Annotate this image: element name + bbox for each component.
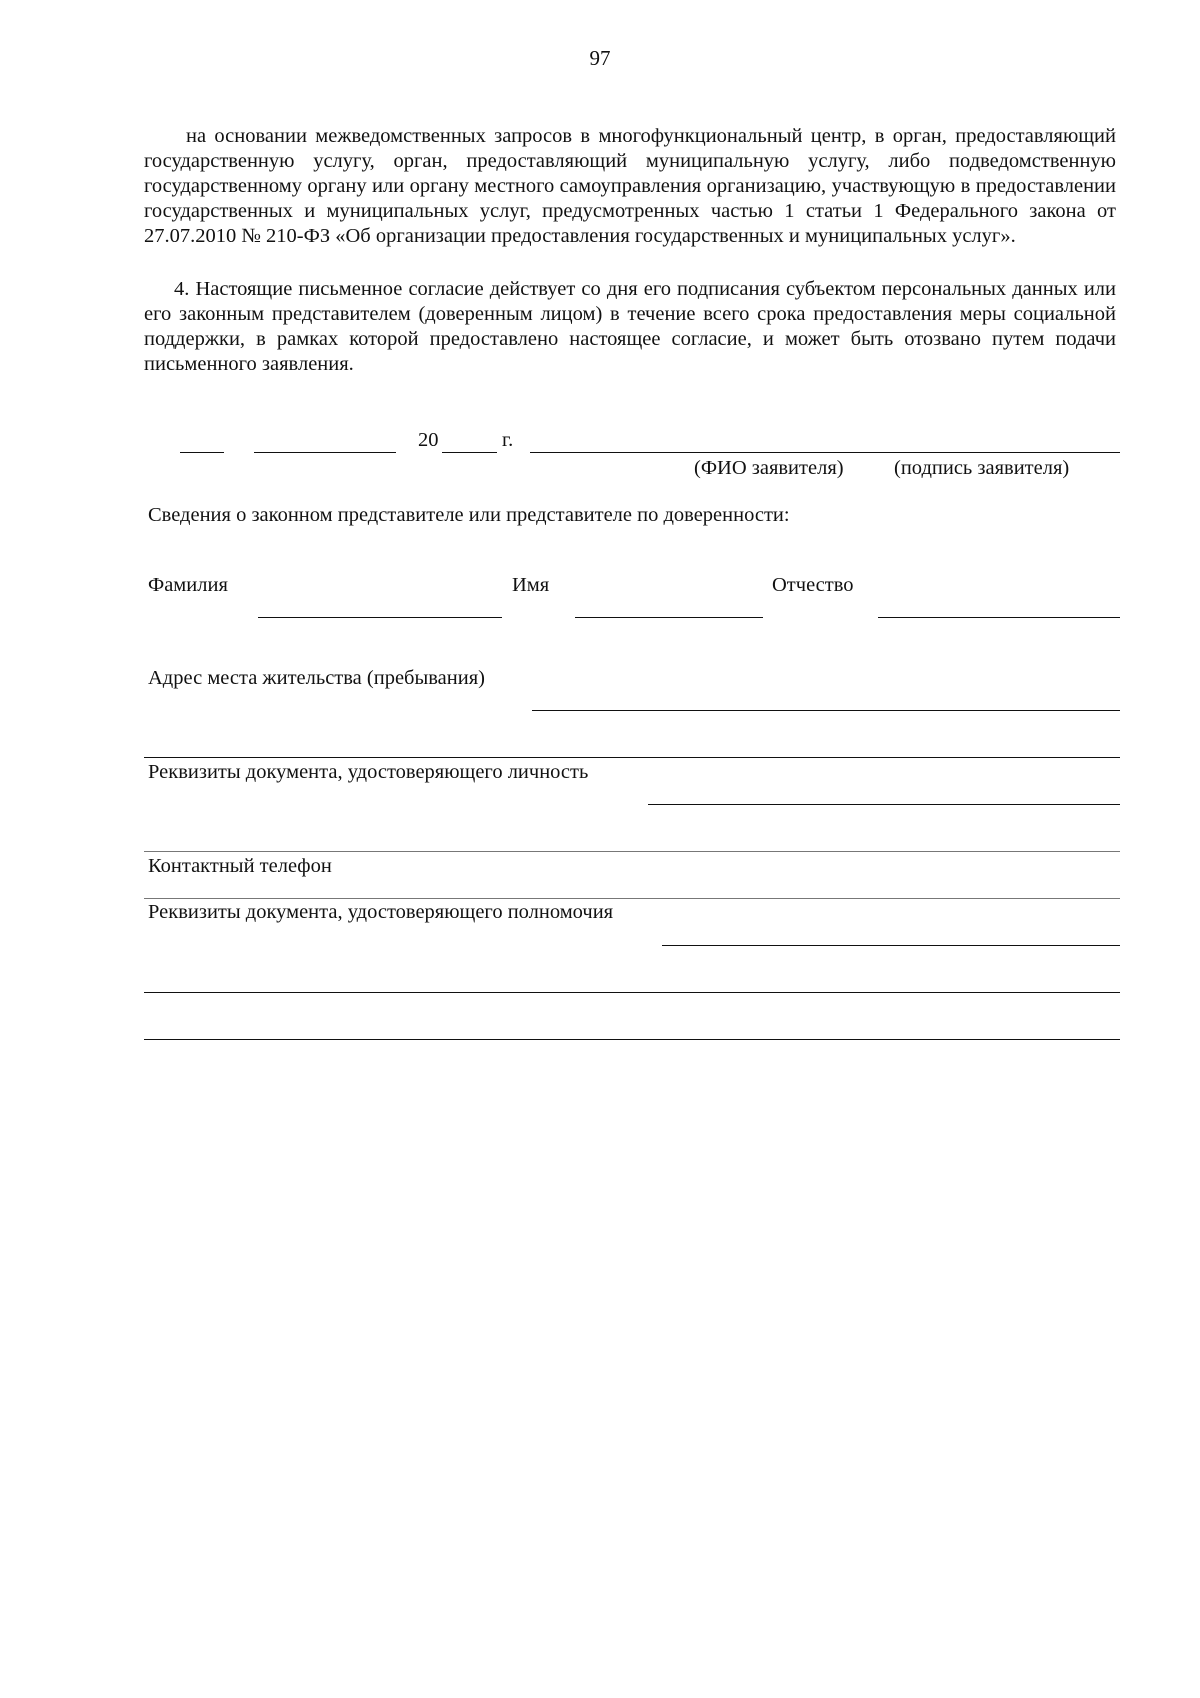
id-document-field-line-2[interactable] xyxy=(144,851,1120,852)
name-field-line[interactable] xyxy=(575,617,763,618)
phone-field-line[interactable] xyxy=(144,898,1120,899)
authority-document-label: Реквизиты документа, удостоверяющего полномочия xyxy=(148,901,614,923)
page-number: 97 xyxy=(589,46,611,70)
year-prefix: 20 xyxy=(418,429,439,451)
year-blank-line[interactable] xyxy=(442,452,497,453)
phone-label: Контактный телефон xyxy=(148,855,332,877)
address-label: Адрес места жительства (пребывания) xyxy=(148,667,485,689)
paragraph-consent-validity: 4. Настоящие письменное согласие действует со дня его подписания субъектом персональных данных или его законным представителем (доверенным лицом) в течение всего срока предоставления меры социальной поддержки, в рамках которой предоставлено настоящее согласие, и может быть отозвано путем подачи письменного заявления. xyxy=(144,278,1116,375)
address-field-line-2[interactable] xyxy=(144,757,1120,758)
authority-document-field-line[interactable] xyxy=(662,945,1120,946)
surname-field-line[interactable] xyxy=(258,617,502,618)
year-suffix: г. xyxy=(502,429,514,451)
id-document-label: Реквизиты документа, удостоверяющего личность xyxy=(148,761,589,783)
month-blank-line[interactable] xyxy=(254,452,396,453)
authority-document-field-line-3[interactable] xyxy=(144,1039,1120,1040)
id-document-field-line[interactable] xyxy=(648,804,1120,805)
name-label: Имя xyxy=(512,574,550,596)
fio-caption: (ФИО заявителя) xyxy=(694,457,844,479)
authority-document-field-line-2[interactable] xyxy=(144,992,1120,993)
representative-heading: Сведения о законном представителе или представителе по доверенности: xyxy=(148,504,790,526)
surname-label: Фамилия xyxy=(148,574,228,596)
patronymic-field-line[interactable] xyxy=(878,617,1120,618)
fio-signature-blank-line[interactable] xyxy=(530,452,1120,453)
day-blank-line[interactable] xyxy=(180,452,224,453)
signature-caption: (подпись заявителя) xyxy=(894,457,1070,479)
address-field-line[interactable] xyxy=(532,710,1120,711)
patronymic-label: Отчество xyxy=(772,574,854,596)
paragraph-interagency-requests: на основании межведомственных запросов в многофункциональный центр, в орган, предоставляющий государственную услугу, орган, предоставляющий муниципальную услугу, либо подведомственную государственному органу или органу местного самоуправления организацию, участвующую в предоставлении государственных и муниципальных услуг, предусмотренных частью 1 статьи 1 Федерального закона от 27.07.2010 № 210-ФЗ «Об организации предоставления государственных и муниципальных услуг». xyxy=(144,125,1116,247)
